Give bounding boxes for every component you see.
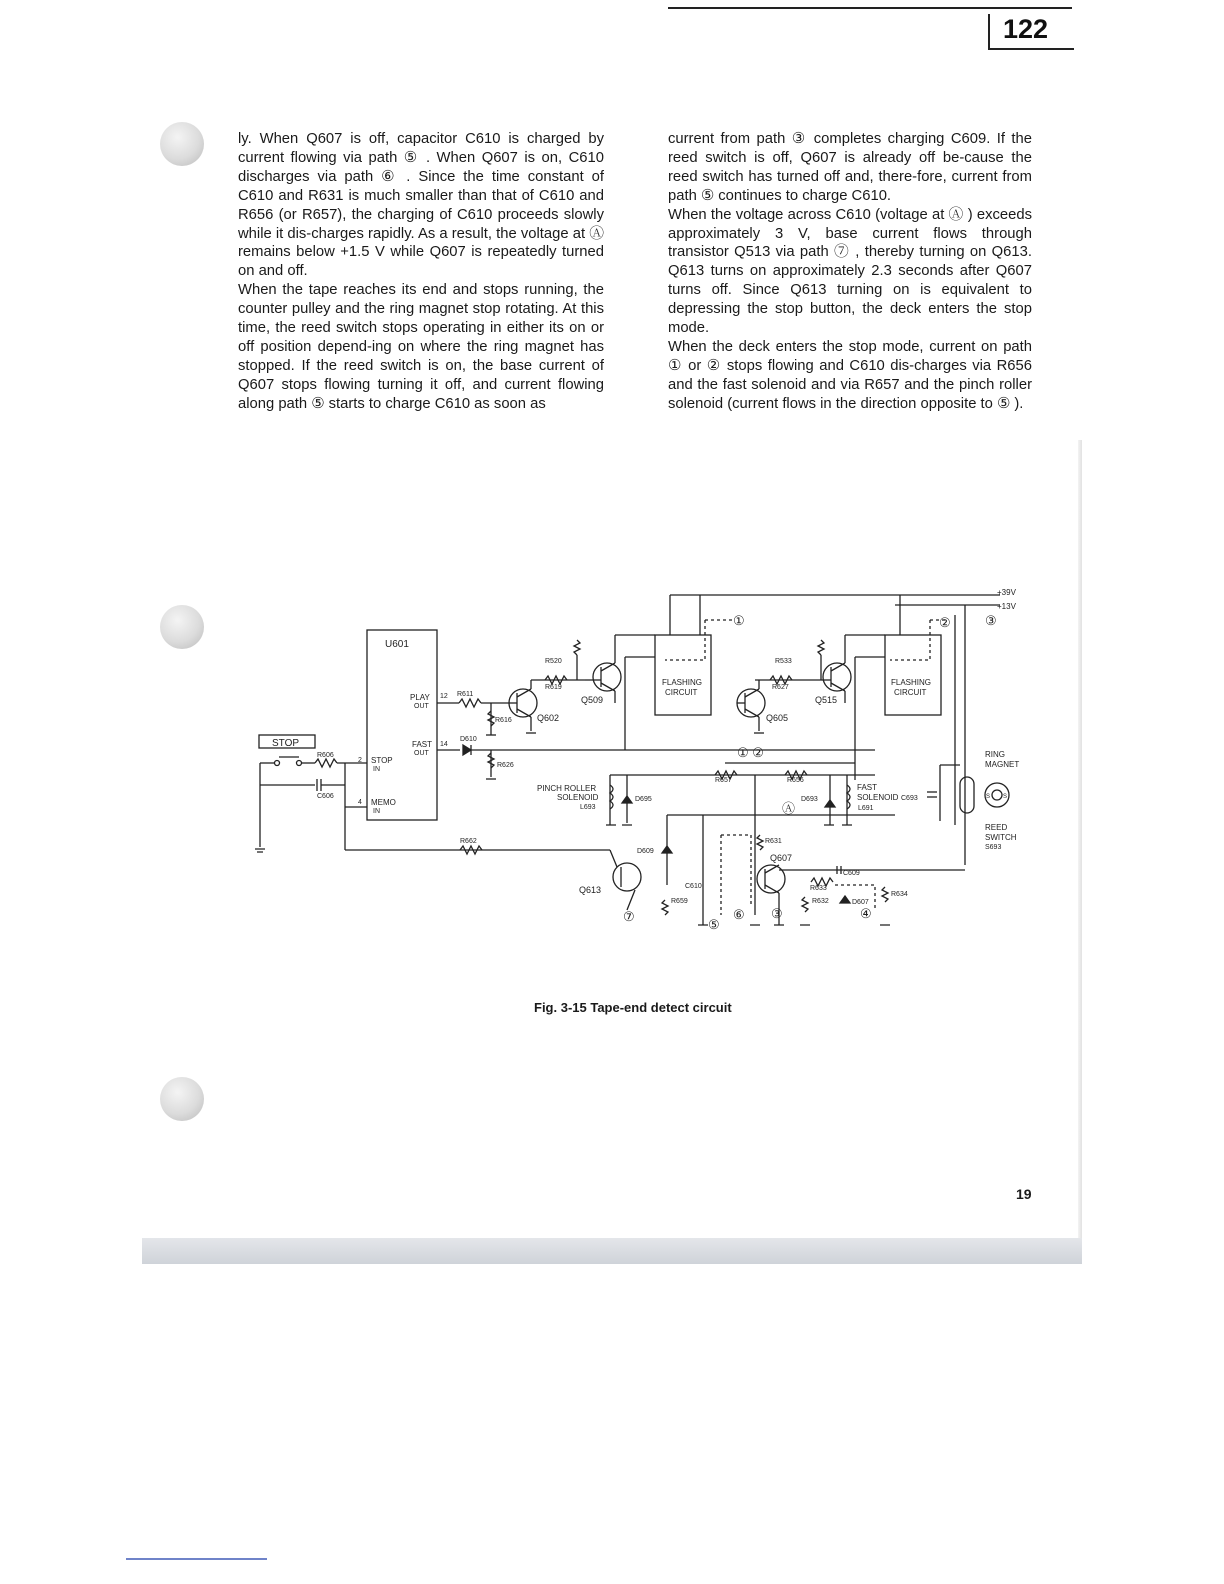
resistor-label: R631 (765, 838, 782, 845)
solenoid-label: PINCH ROLLER (537, 784, 597, 793)
resistor-label: R659 (671, 898, 688, 905)
diode-label: D609 (637, 848, 654, 855)
transistor-label: Q509 (581, 695, 604, 705)
magnet-pole: S (1003, 794, 1008, 800)
pin-label: OUT (414, 703, 429, 710)
resistor-label: R611 (457, 691, 474, 698)
solenoid-label: SOLENOID (557, 793, 599, 802)
diode-label: D607 (852, 899, 869, 906)
capacitor-label: C693 (901, 795, 918, 802)
pin-label: IN (373, 766, 380, 773)
resistor-label: R657 (715, 777, 732, 784)
right-text-column (668, 130, 1032, 414)
solenoid-label: L691 (858, 805, 874, 812)
diode-label: D610 (460, 736, 477, 743)
pin-number: 4 (358, 799, 362, 806)
resistor-label: R626 (497, 762, 514, 769)
pin-label: OUT (414, 750, 429, 757)
diode-label: D695 (635, 796, 652, 803)
scan-edge-shadow (1078, 440, 1082, 1260)
resistor-label: R619 (545, 684, 562, 691)
pin-number: 2 (358, 757, 362, 764)
capacitor-label: C609 (843, 870, 860, 877)
block-label: CIRCUIT (665, 688, 698, 697)
resistor-label: R616 (495, 717, 512, 724)
pin-label: PLAY (410, 693, 430, 702)
ic-label: U601 (385, 639, 409, 650)
paragraph: ly. When Q607 is off, capacitor C610 is charged by current flowing via path ⑤ . When Q607 is on, C610 discharges via path ⑥ . Since the time constant of C610 and R631 is much smaller than that of C610 and R656 (or R657), the charging of C610 proceeds slowly while it dis-charges rapidly. As a result, the voltage at Ⓐ remains below +1.5 V while Q607 is repeatedly turned on and off. (238, 131, 604, 280)
path-marker: ③ (771, 906, 783, 921)
transistor-label: Q602 (537, 713, 560, 723)
part-label: S693 (985, 844, 1002, 851)
paragraph: When the tape reaches its end and stops running, the counter pulley and the ring magnet stop rotating. At this time, the reed switch stops operating in either its on or off position depend-ing on where the ring magnet has stopped. If the reed switch is on, the base current of Q607 stops flowing turning it off, and current flowing along path ⑤ starts to charge C610 as soon as (238, 282, 604, 412)
block-label: FLASHING (891, 678, 932, 687)
transistor-label: Q607 (770, 853, 793, 863)
resistor-label: R662 (460, 838, 477, 845)
binder-hole (160, 122, 204, 166)
path-marker: ③ (985, 613, 997, 628)
header-rule (668, 7, 1072, 9)
part-label: RING (985, 750, 1005, 759)
pin-label: IN (373, 808, 380, 815)
path-marker: ① (733, 613, 745, 628)
transistor-label: Q613 (579, 885, 602, 895)
magnet-pole: S (986, 794, 991, 800)
scan-bottom-band (142, 1238, 1082, 1264)
transistor-label: Q515 (815, 695, 838, 705)
transistor-label: Q605 (766, 713, 789, 723)
diode-label: D693 (801, 796, 818, 803)
resistor-label: R633 (810, 885, 827, 892)
resistor-label: R533 (775, 658, 792, 665)
capacitor-label: C610 (685, 883, 702, 890)
capacitor-label: C606 (317, 793, 334, 800)
solenoid-label: FAST (857, 783, 878, 792)
scan-blue-mark (126, 1558, 267, 1560)
block-label: CIRCUIT (894, 688, 927, 697)
tape-end-detect-circuit-diagram (255, 585, 1035, 955)
pin-label: FAST (412, 740, 433, 749)
resistor-label: R627 (772, 684, 789, 691)
part-label: SWITCH (985, 833, 1017, 842)
part-label: REED (985, 823, 1008, 832)
path-marker: ④ (860, 906, 872, 921)
pin-number: 12 (440, 693, 448, 700)
part-label: MAGNET (985, 760, 1020, 769)
paragraph: When the deck enters the stop mode, current on path ① or ② stops flowing and C610 dis-charges via R656 and the fast solenoid and via R657 and the pinch roller solenoid (current flows in the direction opposite to ⑤ ). (668, 338, 1032, 412)
figure-caption: Fig. 3-15 Tape-end detect circuit (534, 1000, 732, 1015)
resistor-label: R632 (812, 898, 829, 905)
pin-label: MEMO (371, 798, 396, 807)
rail-13v-label: +13V (997, 602, 1016, 611)
block-label: FLASHING (662, 678, 703, 687)
path-marker: ⑥ (733, 907, 745, 922)
pin-label: STOP (371, 756, 393, 765)
resistor-label: R656 (787, 777, 804, 784)
solenoid-label: SOLENOID (857, 793, 899, 802)
paragraph: current from path ③ completes charging C609. If the reed switch is off, Q607 is already off be-cause the reed switch has turned off and, there-fore, current from path ⑤ continues to charge C610. (668, 131, 1032, 204)
resistor-label: R634 (891, 891, 908, 898)
solenoid-label: L693 (580, 804, 596, 811)
binder-hole (160, 1077, 204, 1121)
stop-button-label: STOP (272, 738, 300, 749)
voltage-point-a: Ⓐ (782, 801, 796, 816)
binder-hole (160, 605, 204, 649)
path-marker: ⑦ (623, 909, 635, 924)
path-marker: ② (939, 615, 951, 630)
resistor-label: R520 (545, 658, 562, 665)
rail-39v-label: +39V (997, 588, 1016, 597)
resistor-label: R606 (317, 752, 334, 759)
page-number: 122 (1003, 14, 1049, 44)
path-marker: ⑤ (708, 917, 720, 932)
left-text-column (238, 130, 604, 414)
pin-number: 14 (440, 741, 448, 748)
path-marker: ① ② (737, 745, 764, 760)
footer-page-number: 19 (1016, 1186, 1032, 1202)
paragraph: When the voltage across C610 (voltage at Ⓐ ) exceeds approximately 3 V, base current flows through transistor Q513 via path ⑦ , thereby turning on Q613. Q613 turns on approximately 2.3 seconds after Q607 turns off. Since Q613 turning on is equivalent to depressing the stop button, the deck enters the stop mode. (668, 206, 1032, 337)
